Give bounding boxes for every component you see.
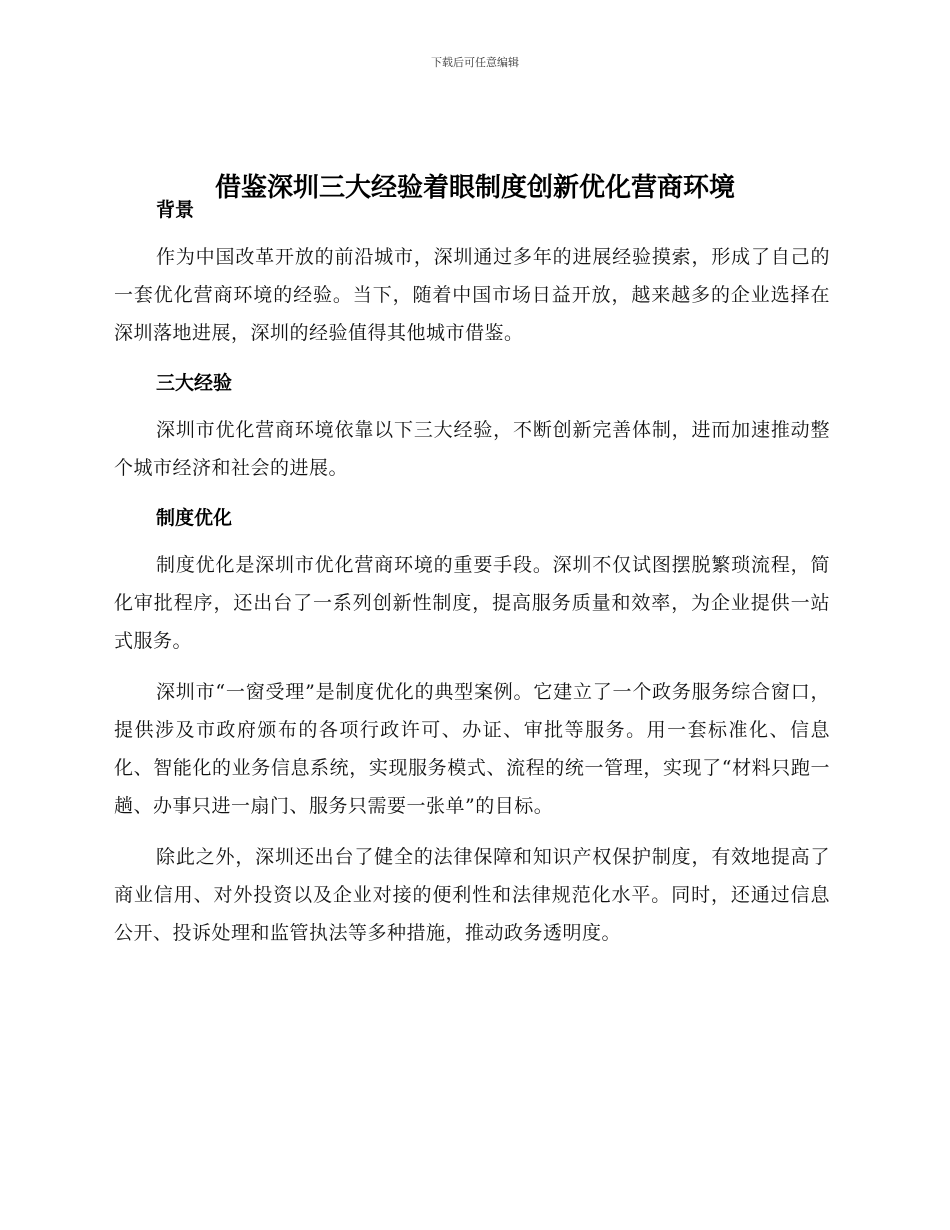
section-heading-background: 背景 <box>156 199 195 221</box>
header-note: 下载后可任意编辑 <box>431 56 519 69</box>
paragraph: 制度优化是深圳市优化营商环境的重要手段。深圳不仅试图摆脱繁琐流程，简化审批程序，还出台了一系列创新性制度，提高服务质量和效率，为企业提供一站式服务。 <box>114 554 830 652</box>
paragraph: 深圳市“一窗受理”是制度优化的典型案例。它建立了一个政务服务综合窗口，提供涉及市政府颁布的各项行政许可、办证、审批等服务。用一套标准化、信息化、智能化的业务信息系统，实现服务模式、流程的统一管理，实现了“材料只跑一趟、办事只进一扇门、服务只需要一张单”的目标。 <box>114 681 830 817</box>
section-heading-system-optimization: 制度优化 <box>156 507 233 529</box>
paragraph: 深圳市优化营商环境依靠以下三大经验，不断创新完善体制，进而加速推动整个城市经济和社会的进展。 <box>114 419 830 479</box>
page-title: 借鉴深圳三大经验着眼制度创新优化营商环境 <box>214 173 735 204</box>
paragraph: 作为中国改革开放的前沿城市，深圳通过多年的进展经验摸索，形成了自己的一套优化营商环境的经验。当下，随着中国市场日益开放，越来越多的企业选择在深圳落地进展，深圳的经验值得其他城市借鉴。 <box>114 246 830 344</box>
paragraph: 除此之外，深圳还出台了健全的法律保障和知识产权保护制度，有效地提高了商业信用、对外投资以及企业对接的便利性和法律规范化水平。同时，还通过信息公开、投诉处理和监管执法等多种措施，推动政务透明度。 <box>114 846 830 944</box>
document-body <box>114 192 830 952</box>
section-heading-three-experiences: 三大经验 <box>156 372 233 394</box>
